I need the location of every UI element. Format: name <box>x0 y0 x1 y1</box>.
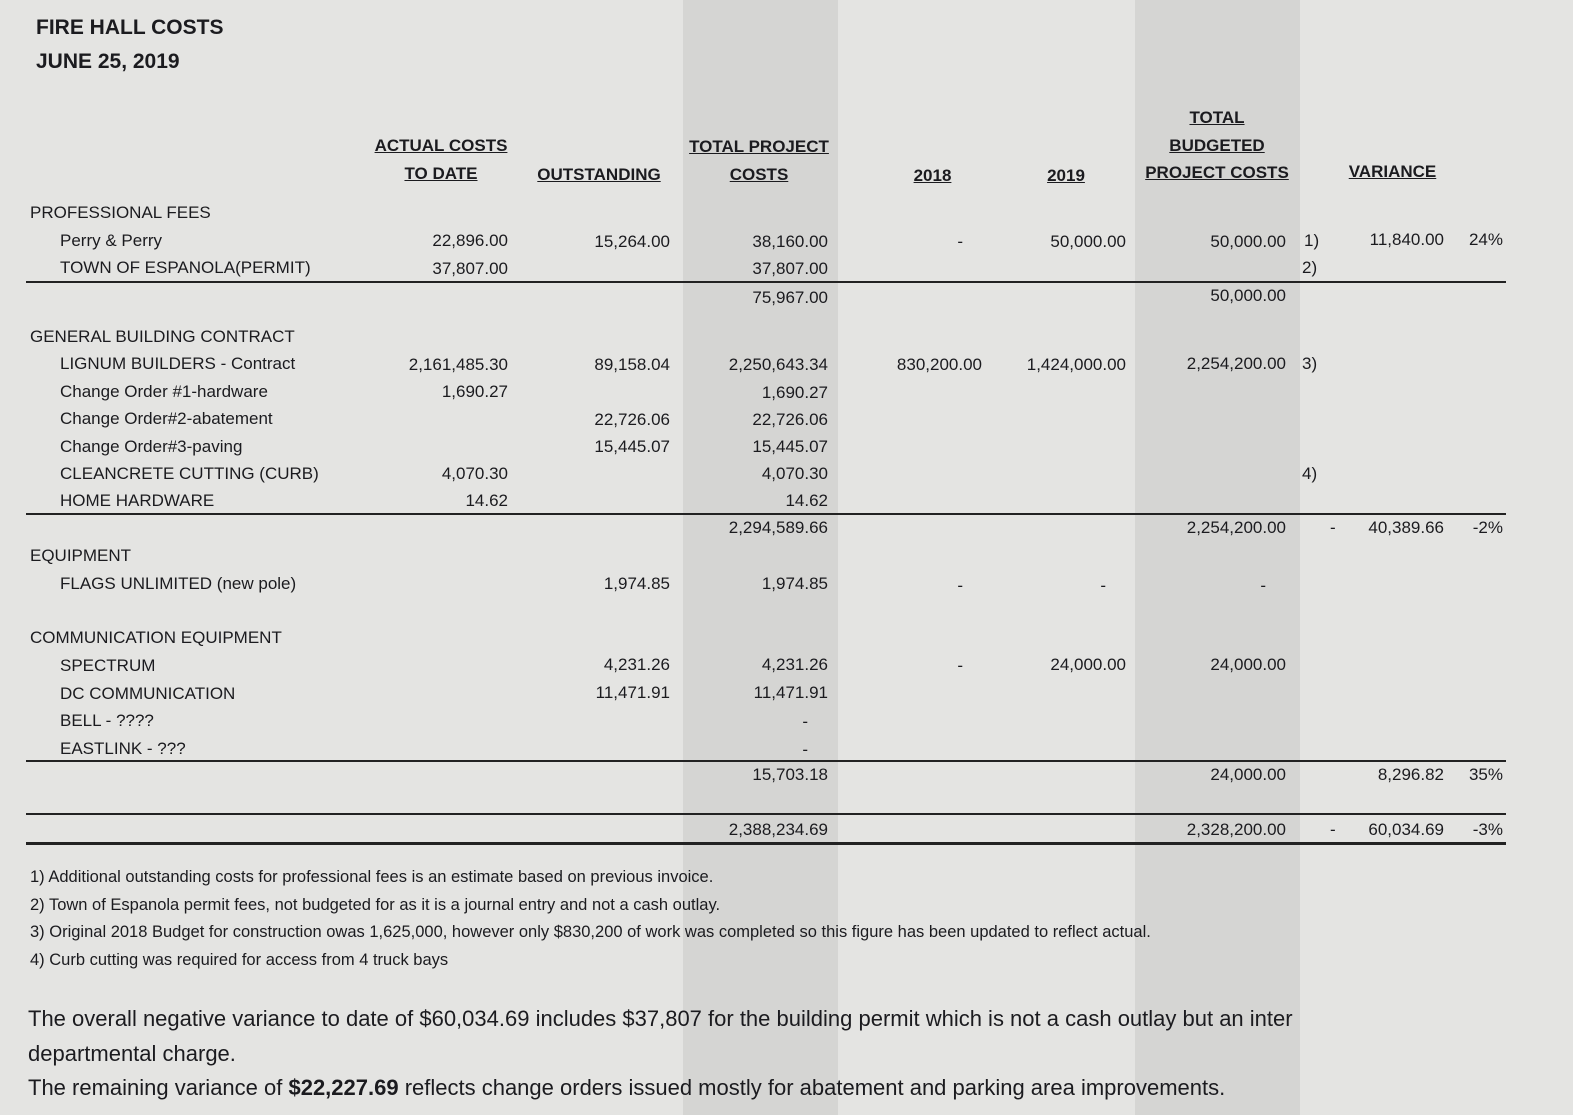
footnote-2: 2) Town of Espanola permit fees, not budgeted for as it is a journal entry and not a cash outlay. <box>30 896 721 914</box>
summary-text: The remaining variance of <box>28 1075 289 1100</box>
cell-budget: - <box>1260 576 1266 595</box>
document-title: FIRE HALL COSTS <box>36 16 224 39</box>
footnote-1: 1) Additional outstanding costs for professional fees is an estimate based on previous invoice. <box>30 868 714 886</box>
section-label-general: GENERAL BUILDING CONTRACT <box>30 327 295 346</box>
footnote-4: 4) Curb cutting was required for access from 4 truck bays <box>30 951 449 969</box>
cell-outstanding: 1,974.85 <box>603 574 670 593</box>
cell-actual: 2,161,485.30 <box>408 355 508 374</box>
header-budget-line1: TOTAL <box>1189 108 1245 127</box>
summary-line-3 <box>28 1073 1225 1103</box>
section-rule <box>26 513 1506 515</box>
grand-total-variance-pct: -3% <box>1472 820 1503 839</box>
cell-total: 38,160.00 <box>752 232 828 251</box>
footnote-3: 3) Original 2018 Budget for construction owas 1,625,000, however only $830,200 of work was completed so this figure has been updated to reflect actual. <box>30 923 1151 941</box>
subtotal-total: 75,967.00 <box>752 288 828 307</box>
subtotal-total: 15,703.18 <box>752 765 828 784</box>
subtotal-total: 2,294,589.66 <box>728 518 828 537</box>
row-label: FLAGS UNLIMITED (new pole) <box>60 574 297 593</box>
cell-total: 14.62 <box>785 491 828 510</box>
header-2019: 2019 <box>1047 166 1085 185</box>
grand-total-total: 2,388,234.69 <box>728 820 828 839</box>
header-total-line1: TOTAL PROJECT <box>689 137 829 156</box>
row-label: HOME HARDWARE <box>60 491 215 510</box>
cell-total: 1,974.85 <box>761 574 828 593</box>
document-date: JUNE 25, 2019 <box>36 50 180 73</box>
summary-line-1: The overall negative variance to date of $60,034.69 includes $37,807 for the building permit which is not a cash outlay but an inter <box>28 1006 1293 1031</box>
cell-2019: - <box>1100 576 1106 595</box>
row-label: CLEANCRETE CUTTING (CURB) <box>60 464 319 483</box>
header-budget-line2: BUDGETED <box>1169 136 1265 155</box>
cell-total: 22,726.06 <box>752 410 828 429</box>
section-label-equipment: EQUIPMENT <box>30 546 132 565</box>
row-label: LIGNUM BUILDERS - Contract <box>60 354 296 373</box>
row-label: TOWN OF ESPANOLA(PERMIT) <box>60 258 311 277</box>
header-outstanding: OUTSTANDING <box>537 165 661 184</box>
cell-2018: - <box>957 656 963 675</box>
subtotal-variance: 8,296.82 <box>1377 765 1444 784</box>
subtotal-budget: 50,000.00 <box>1210 286 1286 305</box>
cell-variance-pct: 24% <box>1468 230 1503 249</box>
cell-budget: 24,000.00 <box>1210 655 1286 674</box>
section-label-communication: COMMUNICATION EQUIPMENT <box>30 628 282 647</box>
row-label: EASTLINK - ??? <box>60 739 186 758</box>
cell-total: - <box>802 712 808 731</box>
header-actual-line2: TO DATE <box>404 164 478 183</box>
total-rule-bottom <box>26 842 1506 845</box>
cell-actual: 22,896.00 <box>432 231 508 250</box>
footnote-marker: 4) <box>1302 464 1318 483</box>
row-label: Change Order#3-paving <box>60 437 243 456</box>
grand-total-variance: 60,034.69 <box>1368 820 1444 839</box>
negative-dash: - <box>1330 820 1336 839</box>
section-label-professional: PROFESSIONAL FEES <box>30 203 211 222</box>
footnote-marker: 1) <box>1304 231 1320 250</box>
subtotal-variance: 40,389.66 <box>1368 518 1444 537</box>
cell-2018: - <box>957 232 963 251</box>
row-label: SPECTRUM <box>60 656 156 675</box>
section-rule <box>26 281 1506 283</box>
header-2018: 2018 <box>913 166 952 185</box>
cell-2018: 830,200.00 <box>896 355 982 374</box>
row-label: Change Order#2-abatement <box>60 409 273 428</box>
cell-total: 15,445.07 <box>752 437 828 456</box>
cell-outstanding: 15,264.00 <box>594 232 670 251</box>
summary-line-2: departmental charge. <box>28 1041 236 1066</box>
cell-total: 4,231.26 <box>761 655 828 674</box>
header-variance: VARIANCE <box>1348 162 1437 181</box>
cell-actual: 14.62 <box>465 491 508 510</box>
cell-total: - <box>802 740 808 759</box>
cell-outstanding: 15,445.07 <box>594 437 670 456</box>
cell-total: 1,690.27 <box>761 383 828 402</box>
cell-2019: 24,000.00 <box>1050 655 1126 674</box>
cell-outstanding: 89,158.04 <box>594 355 670 374</box>
footnote-marker: 3) <box>1302 354 1318 373</box>
header-total-line2: COSTS <box>729 165 789 184</box>
cell-2019: 50,000.00 <box>1050 232 1126 251</box>
cell-outstanding: 11,471.91 <box>595 683 670 702</box>
cell-total: 2,250,643.34 <box>728 355 828 374</box>
cell-budget: 50,000.00 <box>1210 232 1286 251</box>
total-rule-top <box>26 813 1506 815</box>
summary-text: reflects change orders issued mostly for abatement and parking area improvements. <box>398 1075 1226 1100</box>
cell-actual: 1,690.27 <box>441 382 508 401</box>
subtotal-budget: 24,000.00 <box>1210 765 1286 784</box>
header-actual-line1: ACTUAL COSTS <box>374 136 508 155</box>
cell-variance: 11,840.00 <box>1369 230 1444 249</box>
cell-actual: 37,807.00 <box>432 259 508 278</box>
cell-actual: 4,070.30 <box>441 464 508 483</box>
row-label: Change Order #1-hardware <box>60 382 268 401</box>
row-label: BELL - ???? <box>60 711 154 730</box>
summary-amount: $22,227.69 <box>288 1075 399 1100</box>
footnote-marker: 2) <box>1302 258 1318 277</box>
row-label: DC COMMUNICATION <box>60 684 236 703</box>
cell-outstanding: 22,726.06 <box>594 410 670 429</box>
negative-dash: - <box>1330 518 1336 537</box>
subtotal-budget: 2,254,200.00 <box>1186 518 1286 537</box>
cell-2018: - <box>957 576 963 595</box>
cell-2019: 1,424,000.00 <box>1026 355 1126 374</box>
cell-total: 11,471.91 <box>753 683 828 702</box>
subtotal-variance-pct: 35% <box>1468 765 1503 784</box>
section-rule <box>26 760 1506 762</box>
cell-budget: 2,254,200.00 <box>1186 354 1286 373</box>
header-budget-line3: PROJECT COSTS <box>1145 163 1289 182</box>
grand-total-budget: 2,328,200.00 <box>1186 820 1286 839</box>
subtotal-variance-pct: -2% <box>1472 518 1503 537</box>
cell-total: 4,070.30 <box>761 464 828 483</box>
cell-total: 37,807.00 <box>752 259 828 278</box>
cell-outstanding: 4,231.26 <box>603 655 670 674</box>
row-label: Perry & Perry <box>60 231 163 250</box>
